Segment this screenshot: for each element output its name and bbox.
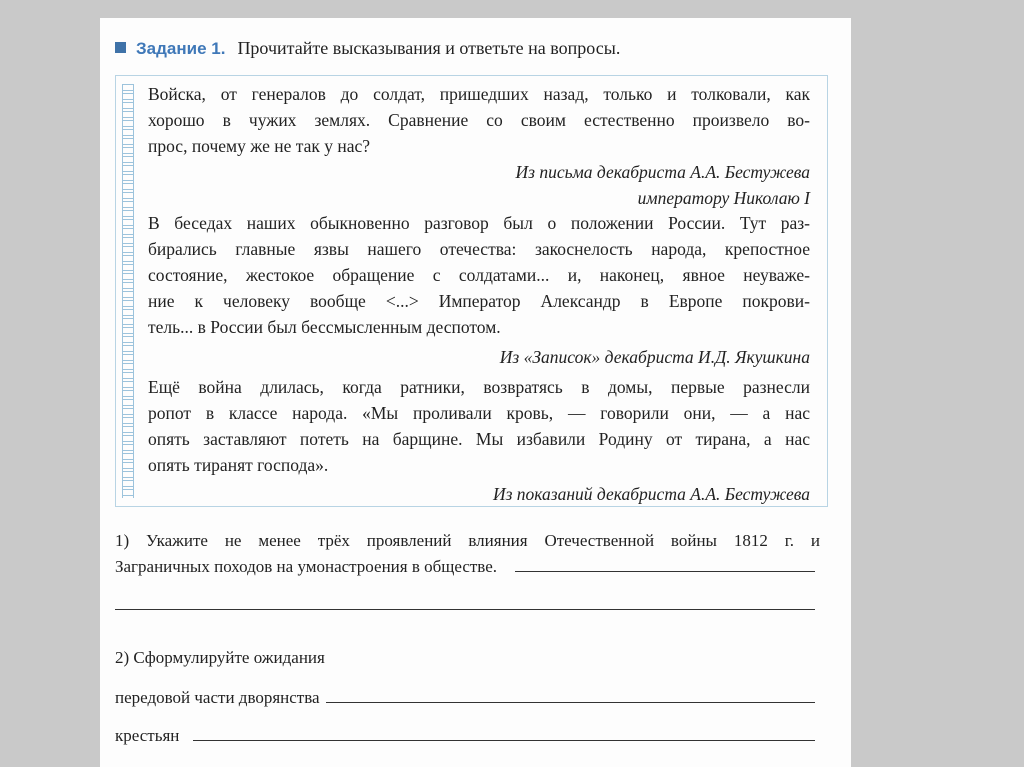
quote-line: хорошо в чужих землях. Сравнение со своим естественно произвело во- bbox=[148, 110, 810, 130]
quote-line: бирались главные язвы нашего отечества: закоснелость народа, крепостное bbox=[148, 239, 810, 259]
answer-line[interactable] bbox=[515, 570, 815, 572]
question-1 bbox=[115, 528, 820, 610]
quote-line: состояние, жестокое обращение с солдатами... и, наконец, явное неуваже- bbox=[148, 265, 810, 285]
quote-source: Из письма декабриста А.А. Бестужева bbox=[515, 162, 810, 182]
answer-label: передовой части дворянства bbox=[115, 688, 320, 707]
worksheet-page bbox=[100, 18, 851, 767]
task-label: Задание 1. bbox=[136, 39, 226, 58]
question-text: 1) Укажите не менее трёх проявлений влияния Отечественной войны 1812 г. и bbox=[115, 531, 820, 550]
quote-line: ние к человеку вообще <...> Император Александр в Европе покрови- bbox=[148, 291, 810, 311]
quote-2 bbox=[148, 210, 810, 370]
answer-line[interactable] bbox=[193, 739, 815, 741]
task-header bbox=[115, 38, 620, 59]
question-text: 2) Сформулируйте ожидания bbox=[115, 648, 325, 667]
quote-1 bbox=[148, 81, 810, 211]
quote-line: тель... в России был бессмысленным деспотом. bbox=[148, 317, 501, 337]
quote-line: опять тиранят господа». bbox=[148, 455, 329, 475]
answer-line[interactable] bbox=[326, 701, 815, 703]
quote-line: ропот в классе народа. «Мы проливали кровь, — говорили они, — а нас bbox=[148, 403, 810, 423]
quote-line: В беседах наших обыкновенно разговор был о положении России. Тут раз- bbox=[148, 213, 810, 233]
answer-line[interactable] bbox=[115, 608, 815, 610]
question-2 bbox=[115, 645, 820, 749]
task-instruction: Прочитайте высказывания и ответьте на вопросы. bbox=[237, 38, 621, 58]
decorative-border bbox=[122, 84, 134, 498]
quote-line: прос, почему же не так у нас? bbox=[148, 136, 371, 156]
quotes-box bbox=[115, 75, 828, 507]
quote-line: опять заставляют потеть на барщине. Мы избавили Родину от тирана, а нас bbox=[148, 429, 810, 449]
bullet-square-icon bbox=[115, 42, 126, 53]
quote-source: Из «Записок» декабриста И.Д. Якушкина bbox=[499, 347, 810, 367]
answer-label: крестьян bbox=[115, 726, 180, 745]
quote-3 bbox=[148, 374, 810, 507]
quote-source: императору Николаю I bbox=[637, 188, 810, 208]
quote-line: Войска, от генералов до солдат, пришедших назад, только и толковали, как bbox=[148, 84, 810, 104]
quote-line: Ещё война длилась, когда ратники, возвратясь в домы, первые разнесли bbox=[148, 377, 810, 397]
question-text: Заграничных походов на умонастроения в обществе. bbox=[115, 557, 498, 576]
quote-source: Из показаний декабриста А.А. Бестужева bbox=[492, 484, 810, 504]
